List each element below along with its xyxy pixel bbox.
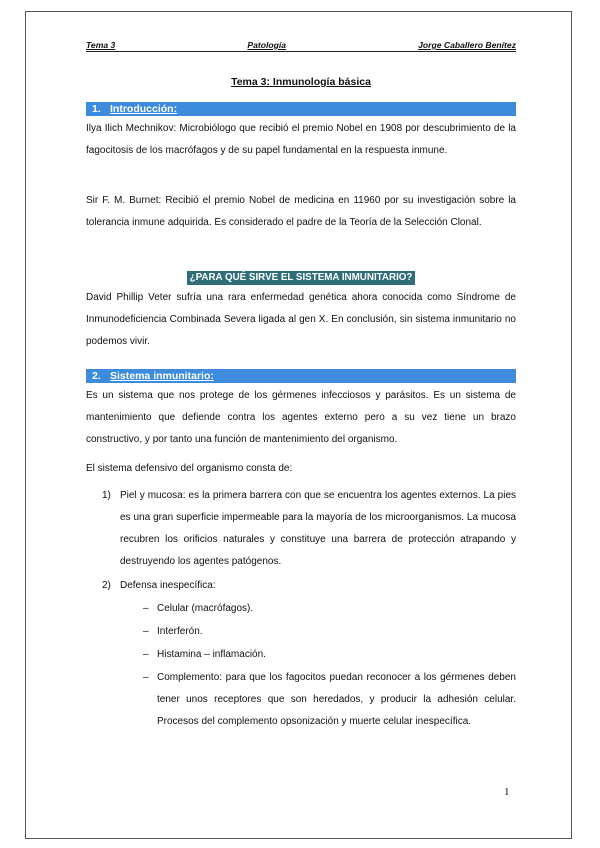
paragraph-veter: David Phillip Veter sufría una rara enfermedad genética ahora conocida como Síndrome de Inmunodeficiencia Combinada Severa ligada al gen X. En conclusión, sin sistema inmunitario no podemos vivir. (86, 292, 516, 347)
sublist-item-interferon (143, 621, 516, 643)
dash-bullet: – (143, 626, 149, 637)
dash-bullet: – (143, 603, 149, 614)
sublist-text: Celular (macrófagos). (157, 603, 254, 614)
sublist-item-histamina (143, 644, 516, 666)
header-topic: Tema 3 (86, 40, 116, 50)
question-banner: ¿PARA QUÉ SIRVE EL SISTEMA INMUNITARIO? (187, 271, 416, 285)
list-item-piel-mucosa (102, 485, 516, 573)
header-subject: Patología (247, 40, 287, 50)
section-number: 2. (92, 370, 101, 382)
document-title: Tema 3: Inmunología básica (231, 76, 371, 88)
question-banner-wrap (86, 267, 516, 285)
page-number: 1 (504, 786, 510, 798)
paragraph-sistema-definicion: Es un sistema que nos protege de los gérmenes infecciosos y parásitos. Es un sistema de mantenimiento que defiende contra los agentes externo pero a su vez tiene un brazo constructivo, y por tanto una función de mantenimiento del organismo. (86, 390, 516, 445)
list-number: 2) (102, 580, 111, 591)
sublist-item-complemento (143, 667, 516, 733)
paragraph-sistema-consta: El sistema defensivo del organismo consta de: (86, 463, 293, 474)
list-text: Defensa inespecífica: (120, 580, 216, 591)
section-label: Introducción: (110, 103, 178, 115)
dash-bullet: – (143, 649, 149, 660)
sublist-item-celular (143, 598, 516, 620)
section-heading-introduccion (86, 102, 516, 116)
list-text: Piel y mucosa: es la primera barrera con que se encuentra los agentes externos. La pies es una gran superficie impermeable para la mayoría de los microorganismos. La mucosa recubren los orificios naturales y constituye una barrera de protección atrapando y destruyendo los agentes patógenos. (120, 490, 516, 567)
running-header (86, 40, 516, 52)
sublist-text: Histamina – inflamación. (157, 649, 266, 660)
dash-bullet: – (143, 672, 149, 683)
list-number: 1) (102, 490, 111, 501)
paragraph-burnet: Sir F. M. Burnet: Recibió el premio Nobel de medicina en 11960 por su investigación sobre la tolerancia inmune adquirida. Es considerado el padre de la Teoría de la Selección Clonal. (86, 195, 516, 228)
sublist-text: Interferón. (157, 626, 203, 637)
paragraph-mechnikov: Ilya Ilich Mechnikov: Microbiólogo que recibió el premio Nobel en 1908 por descubrimiento de la fagocitosis de los macrófagos y de su papel fundamental en la respuesta inmune. (86, 123, 516, 156)
section-label: Sistema inmunitario: (110, 370, 214, 382)
list-item-defensa-inespecifica (102, 575, 516, 597)
section-heading-sistema (86, 369, 516, 383)
section-number: 1. (92, 103, 101, 115)
sublist-text: Complemento: para que los fagocitos puedan reconocer a los gérmenes deben tener unos receptores que son heredados, y producir la adhesión celular. Procesos del complemento opsonización y muerte celular inespecífica. (157, 672, 516, 727)
header-author: Jorge Caballero Benítez (418, 40, 516, 50)
